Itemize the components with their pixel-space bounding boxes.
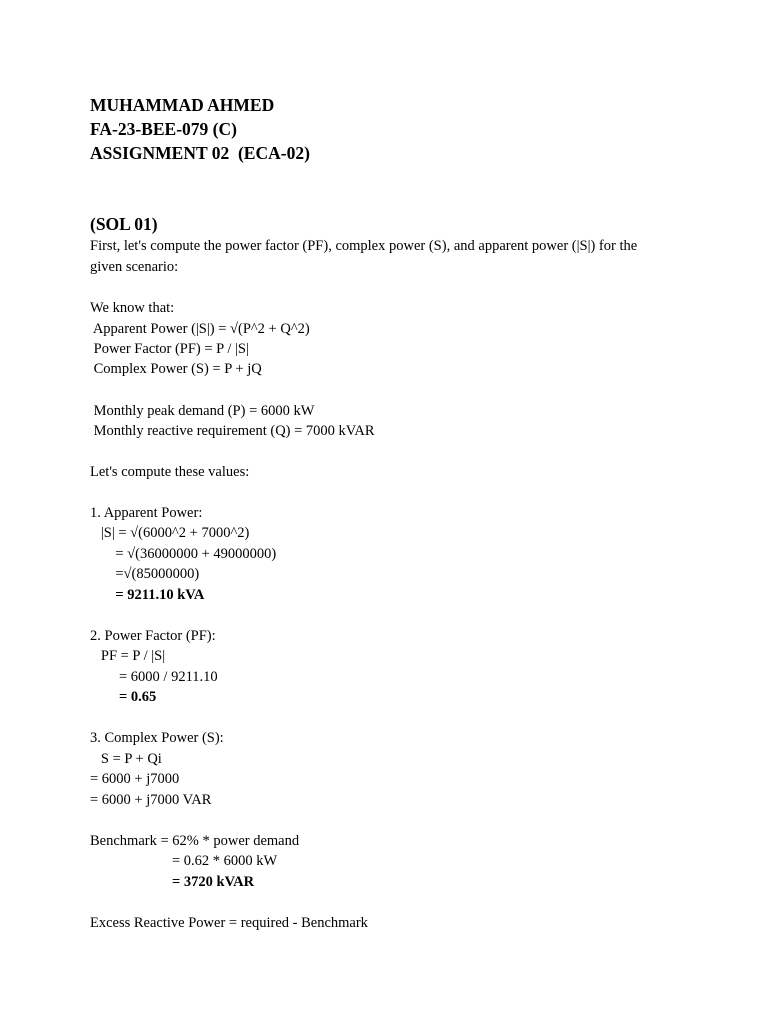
- formula-complex-power: Complex Power (S) = P + jQ: [90, 361, 262, 377]
- we-know-label: We know that:: [90, 300, 175, 316]
- step3-title: 3. Complex Power (S):: [90, 730, 224, 746]
- excess-reactive-power-line: Excess Reactive Power = required - Benchmark: [90, 915, 368, 931]
- step1-line-2: = √(36000000 + 49000000): [90, 546, 277, 562]
- student-name: MUHAMMAD AHMED: [90, 95, 275, 115]
- step2-result: = 0.65: [90, 689, 157, 705]
- benchmark-line-2: = 0.62 * 6000 kW: [172, 853, 278, 869]
- assignment-title: ASSIGNMENT 02 (ECA-02): [90, 143, 310, 163]
- step1-line-3: =√(85000000): [90, 566, 200, 582]
- formula-power-factor: Power Factor (PF) = P / |S|: [90, 341, 249, 357]
- roll-number: FA-23-BEE-079 (C): [90, 119, 237, 139]
- solution-title: (SOL 01): [90, 214, 158, 234]
- benchmark-line-1: Benchmark = 62% * power demand: [90, 833, 300, 849]
- given-reactive-requirement: Monthly reactive requirement (Q) = 7000 kVAR: [90, 423, 375, 439]
- step2-line-2: = 6000 / 9211.10: [90, 669, 218, 685]
- formula-apparent-power: Apparent Power (|S|) = √(P^2 + Q^2): [90, 321, 310, 337]
- step1-line-1: |S| = √(6000^2 + 7000^2): [90, 525, 250, 541]
- step3-line-1: S = P + Qi: [90, 751, 162, 767]
- step1-result: = 9211.10 kVA: [90, 587, 205, 603]
- step3-line-3: = 6000 + j7000 VAR: [90, 792, 212, 808]
- step3-line-2: = 6000 + j7000: [90, 771, 180, 787]
- step2-title: 2. Power Factor (PF):: [90, 628, 216, 644]
- benchmark-result: = 3720 kVAR: [172, 874, 255, 890]
- step2-line-1: PF = P / |S|: [90, 648, 166, 664]
- step1-title: 1. Apparent Power:: [90, 505, 203, 521]
- intro-line-2: given scenario:: [90, 259, 179, 275]
- intro-line-1: First, let's compute the power factor (PF), complex power (S), and apparent power (|S|) for the: [90, 238, 638, 254]
- compute-intro: Let's compute these values:: [90, 464, 250, 480]
- given-peak-demand: Monthly peak demand (P) = 6000 kW: [90, 403, 315, 419]
